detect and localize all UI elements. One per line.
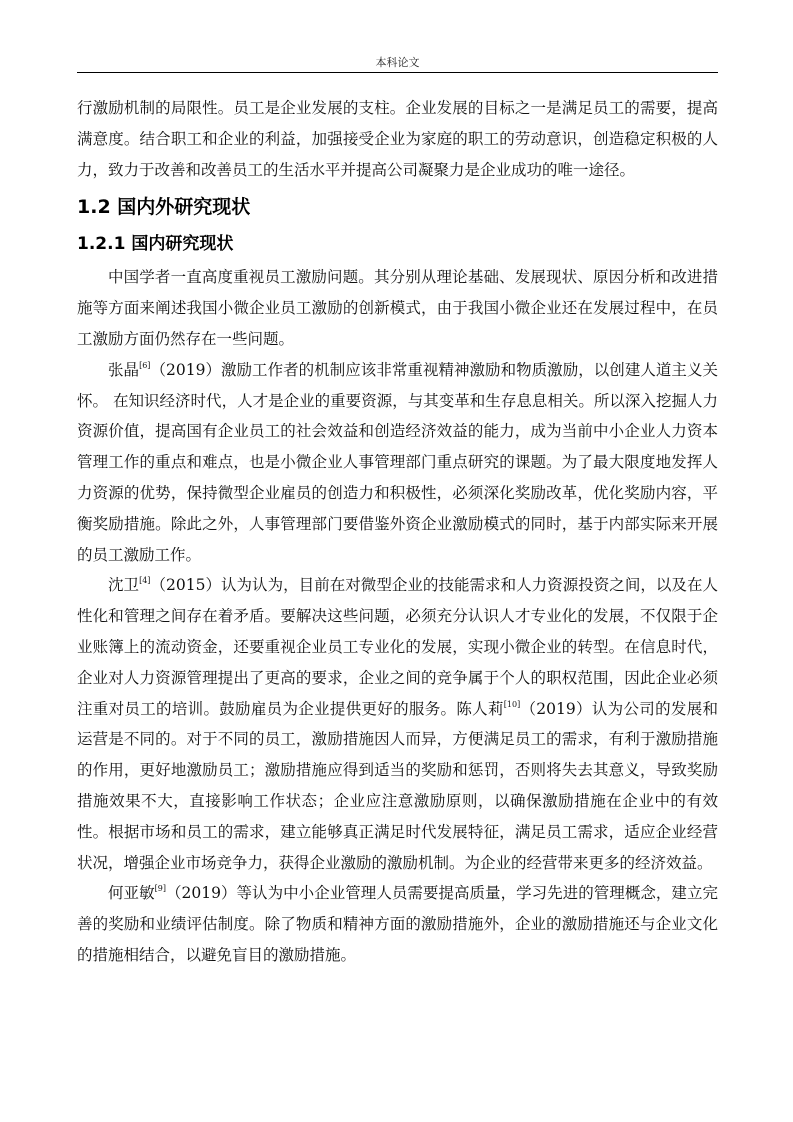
paragraph-continued: 行激励机制的局限性。员工是企业发展的支柱。企业发展的目标之一是满足员工的需要，提高满意度。结合职工和企业的利益，加强接受企业为家庭的职工的劳动意识，创造稳定积极的人力，致力于改善和改善员工的生活水平并提高公司凝聚力是企业成功的唯一途径。 [77,99,718,179]
author-name: 张晶 [108,360,140,379]
running-header: 本科论文 [375,56,420,69]
paragraph-shen-wei [77,570,718,878]
paragraph-text: （2019）等认为中小企业管理人员需要提高质量，学习先进的管理概念，建立完善的奖励和业绩评估制度。除了物质和精神方面的激励措施外，企业的激励措施还与企业文化的措施相结合，以避免盲目的激励措施。 [77,884,718,964]
subsection-heading: 1.2.1 国内研究现状 [77,234,234,255]
paragraph-text: （2019）激励工作者的机制应该非常重视精神激励和物质激励，以创建人道主义关怀。 在知识经济时代，人才是企业的重要资源，与其变革和生存息息相关。所以深入挖掘人力资源价值，提高国有企业员工的社会效益和创造经济效益的能力，成为当前中小企业人力资本管理工作的重点和难点，也是小微企业人事管理部门重点研究的课题。为了最大限度地发挥人力资源的优势，保持微型企业雇员的创造力和积极性，必须深化奖励改革，优化奖励内容，平衡奖励措施。除此之外，人事管理部门要借鉴外资企业激励模式的同时，基于内部实际来开展的员工激励工作。 [77,360,718,564]
citation-ref: [6] [139,360,151,370]
paragraph-he-yamin [77,878,718,970]
citation-ref: [10] [503,699,521,709]
paragraph-text: （2015）认为认为，目前在对微型企业的技能需求和人力资源投资之间，以及在人性化和管理之间存在着矛盾。要解决这些问题，必须充分认识人才专业化的发展，不仅限于企业账簿上的流动资金，还要重视企业员工专业化的发展，实现小微企业的转型。在信息时代，企业对人力资源管理提出了更高的要求，企业之间的竞争属于个人的职权范围，因此企业必须注重对员工的培训。鼓励雇员为企业提供更好的服务。陈人莉 [77,576,718,718]
author-name: 沈卫 [108,576,140,595]
document-body [77,93,718,971]
citation-ref: [9] [154,884,166,894]
citation-ref: [4] [139,576,151,586]
section-heading: 1.2 国内外研究现状 [77,196,251,219]
author-name: 何亚敏 [108,884,155,903]
header-divider [77,72,718,73]
paragraph-zhang-jing [77,355,718,571]
paragraph-text: （2019）认为公司的发展和运营是不同的。对于不同的员工，激励措施因人而异，方便满足员工的需求，有利于激励措施的作用，更好地激励员工；激励措施应得到适当的奖励和惩罚，否则将失去其意义，导致奖励措施效果不大，直接影响工作状态；企业应注意激励原则，以确保激励措施在企业中的有效性。根据市场和员工的需求，建立能够真正满足时代发展特征，满足员工需求，适应企业经营状况，增强企业市场竞争力，获得企业激励的激励机制。为企业的经营带来更多的经济效益。 [77,699,718,872]
paragraph-intro: 中国学者一直高度重视员工激励问题。其分别从理论基础、发展现状、原因分析和改进措施等方面来阐述我国小微企业员工激励的创新模式，由于我国小微企业还在发展过程中，在员工激励方面仍然存在一些问题。 [77,268,718,348]
